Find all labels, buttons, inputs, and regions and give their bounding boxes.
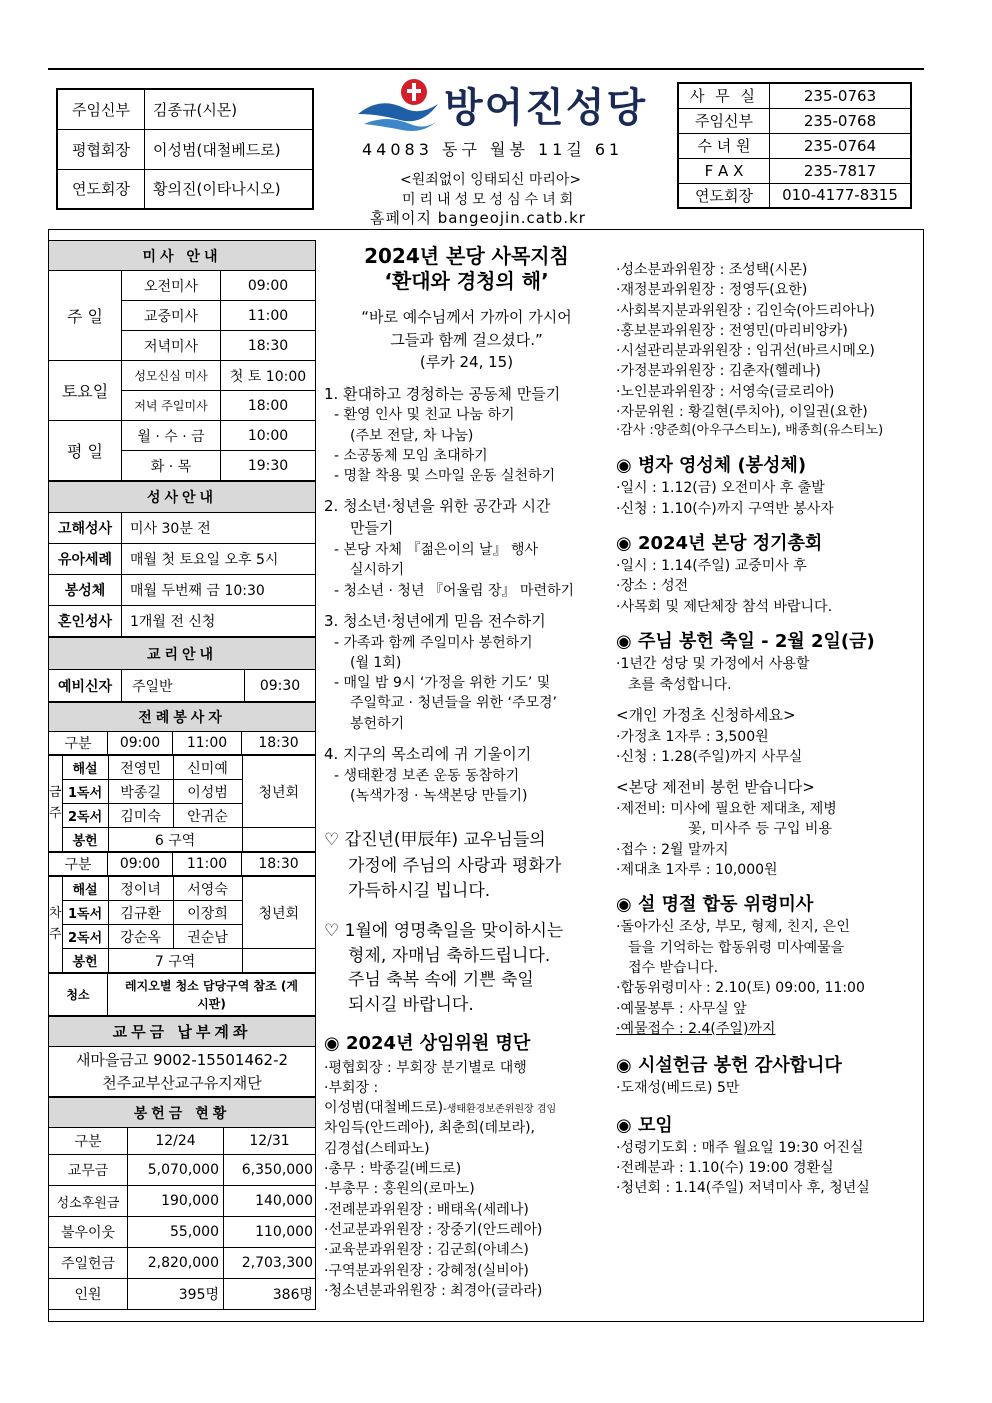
sick-communion-title: ◉ 병자 영성체 (봉성체) [616, 455, 807, 477]
church-address: 44083 동구 월봉 11길 61 [362, 140, 624, 159]
guideline-sub: - 명찰 착용 및 스마일 운동 실천하기 [334, 468, 556, 485]
mass-table [48, 240, 316, 481]
offering-value: 395명 [128, 1279, 224, 1310]
committee-line: ·사회복지분과위원장 : 김인숙(아드리아나) [616, 302, 875, 319]
council-label: 평협회장 [57, 129, 145, 169]
right-column [616, 260, 916, 1199]
servers-col: 18:30 [242, 732, 316, 755]
server-name: 박종길 [108, 780, 173, 804]
sacrament-label: 고해성사 [49, 513, 122, 544]
middle-column [324, 244, 609, 1301]
server-name: 전영민 [108, 756, 173, 780]
server-name: 김미숙 [108, 804, 173, 828]
homepage: 홈페이지 bangeojin.catb.kr [370, 209, 586, 227]
offering-value: 190,000 [128, 1186, 224, 1217]
greeting-line: 되시길 바랍니다. [348, 994, 474, 1015]
memorial-line: ·예물접수 : 2.4(주일)까지 [616, 1020, 776, 1037]
mass-name: 화 · 목 [122, 451, 221, 481]
saturday-label: 토요일 [49, 361, 122, 421]
role-label: 해설 [62, 877, 108, 901]
church-logo [356, 74, 440, 134]
blank-cell [242, 949, 315, 973]
committee-line: ·감사 :양준희(아우구스티노), 배종희(유스티노) [616, 423, 884, 439]
guideline-item: 3. 청소년·청년에게 믿음 전수하기 [324, 611, 546, 630]
guideline-theme: ‘환대와 경청의 해’ [384, 269, 549, 293]
role-label: 1독서 [62, 901, 108, 925]
server-name: 강순옥 [108, 925, 173, 949]
sacrament-title: 성사안내 [49, 482, 316, 513]
servers-week2 [48, 876, 316, 973]
offering-value: 386명 [224, 1279, 316, 1310]
cleaning-label: 청소 [49, 974, 108, 1016]
doctrine-time: 09:30 [245, 670, 316, 702]
mass-title: 미사 안내 [49, 241, 316, 271]
convent-phone: 235-0764 [770, 133, 912, 158]
role-label: 2독서 [62, 804, 108, 828]
candle-personal-line: ·신청 : 1.28(주일)까지 사무실 [616, 748, 803, 765]
sick-communion-line: ·신청 : 1.10(수)까지 구역반 봉사자 [616, 500, 834, 517]
candle-line: 초를 축성합니다. [628, 676, 732, 693]
fax-label: F A X [678, 158, 770, 183]
guideline-item: 만들기 [350, 519, 394, 538]
committee-line: ·시설관리분과위원장 : 임귀선(바르시메오) [616, 343, 875, 360]
servers-col: 11:00 [173, 732, 242, 755]
assembly-title: ◉ 2024년 본당 정기총회 [616, 533, 823, 554]
committee-line: ·청소년분과위원장 : 최경아(글라라) [324, 1282, 543, 1299]
servers-col: 18:30 [242, 853, 316, 876]
assembly-line: ·장소 : 성전 [616, 578, 689, 595]
offering-table [48, 1097, 316, 1310]
greeting-line: 가정에 주님의 사랑과 평화가 [348, 855, 562, 876]
mass-name: 월 · 수 · 금 [122, 421, 221, 451]
pastor-phone-label: 주임신부 [678, 108, 770, 133]
guideline-sub: (주보 전달, 차 나눔) [350, 427, 474, 444]
guideline-sub: (월 1회) [350, 654, 402, 671]
mass-time: 11:00 [221, 301, 316, 331]
doctrine-label: 예비신자 [49, 670, 122, 702]
sacrament-label: 봉성체 [49, 575, 122, 606]
offering-col: 구분 [49, 1128, 128, 1155]
server-name: 안귀순 [173, 804, 242, 828]
facility-title: ◉ 시설헌금 봉헌 감사합니다 [616, 1055, 842, 1077]
sacrament-value: 매월 두번째 금 10:30 [122, 575, 316, 606]
requiem-label: 연도회장 [57, 169, 145, 209]
offering-title: 봉헌금 현황 [49, 1098, 316, 1128]
account-info [49, 1047, 316, 1097]
header-left-table [56, 88, 314, 210]
committee-line: ·부회장 : [324, 1079, 379, 1096]
candle-title: ◉ 주님 봉헌 축일 - 2월 2일(금) [616, 631, 875, 653]
mass-name: 저녁미사 [122, 331, 221, 361]
committee-line: ·자문위원 : 황길현(루치아), 이일권(요한) [616, 404, 868, 421]
vice-president: 이성범(대철베드로) [324, 1100, 444, 1117]
servers-week1 [48, 755, 316, 852]
offering-value: 5,070,000 [128, 1155, 224, 1186]
committee-line: ·노인분과위원장 : 서영숙(글로리아) [616, 383, 835, 400]
memorial-line: ·돌아가신 조상, 부모, 형제, 친지, 은인 [616, 919, 850, 936]
mass-time: 10:00 [221, 421, 316, 451]
account-title: 교무금 납부계좌 [49, 1017, 316, 1047]
guideline-sub: - 소공동체 모임 초대하기 [334, 447, 488, 464]
committee-line: ·교육분과위원장 : 김군희(아녜스) [324, 1242, 529, 1259]
pastor-phone: 235-0768 [770, 108, 912, 133]
guideline-item: 4. 지구의 목소리에 귀 기울이기 [324, 745, 532, 764]
church-name: 방어진성당 [444, 85, 648, 131]
offering-col: 12/24 [128, 1128, 224, 1155]
role-label: 봉헌 [62, 949, 108, 973]
youth-label: 청년회 [242, 877, 315, 949]
guideline-sub: 주일학교 · 청년들을 위한 ‘주모경’ [350, 695, 557, 712]
requiem-phone: 010-4177-8315 [770, 183, 912, 208]
guideline-sub: - 청소년 · 청년 『어울림 장』 마련하기 [334, 582, 575, 599]
quote-line: “바로 예수님께서 가까이 가시어 [361, 308, 572, 326]
servers-col: 09:00 [108, 732, 173, 755]
guideline-sub: (녹색가정 · 녹색본당 만들기) [350, 788, 528, 805]
convent-label: 수 녀 원 [678, 133, 770, 158]
requiem-phone-label: 연도회장 [678, 183, 770, 208]
quote-line: 그들과 함께 걸으셨다.” [390, 330, 543, 349]
mass-name: 성모신심 미사 [122, 361, 221, 391]
role-label: 1독서 [62, 780, 108, 804]
doctrine-table [48, 637, 316, 702]
mass-name: 오전미사 [122, 271, 221, 301]
guideline-sub: 실시하기 [350, 562, 405, 579]
greeting-line: 형제, 자매님 축하드립니다. [348, 945, 551, 966]
offering-value: 2,820,000 [128, 1248, 224, 1279]
sacrament-label: 유아세례 [49, 544, 122, 575]
memorial-line: 접수 받습니다. [628, 959, 719, 976]
memorial-line: ·예물봉투 : 사무실 앞 [616, 1000, 747, 1017]
sisters: 미리내성모성심수녀회 [402, 192, 578, 208]
offering-value: 2,703,300 [224, 1248, 316, 1279]
committee-line: ·성소분과위원장 : 조성택(시몬) [616, 262, 808, 278]
vice-president-note: -생태환경보존위원장 겸임 [443, 1104, 557, 1116]
altar-line: 꽃, 미사주 등 구입 비용 [688, 821, 832, 838]
sacrament-value: 미사 30분 전 [122, 513, 316, 544]
facility-line: ·도재성(베드로) 5만 [616, 1080, 740, 1097]
role-label: 2독서 [62, 925, 108, 949]
server-name: 김규환 [108, 901, 173, 925]
doctrine-value: 주일반 [122, 670, 245, 702]
office-phone: 235-0763 [770, 83, 912, 108]
patron: <원죄없이 잉태되신 마리아> [400, 172, 582, 188]
sick-communion-line: ·일시 : 1.12(금) 오전미사 후 출발 [616, 480, 825, 497]
guideline-item: 1. 환대하고 경청하는 공동체 만들기 [324, 384, 561, 403]
council-value: 이성범(대철베드로) [145, 129, 314, 169]
mass-time: 18:00 [221, 391, 316, 421]
meeting-title: ◉ 모임 [616, 1114, 673, 1136]
youth-label: 청년회 [242, 756, 315, 828]
offering-label: 주일헌금 [49, 1248, 128, 1279]
cleaning-table [48, 973, 316, 1016]
pastor-value: 김종규(시몬) [145, 89, 314, 129]
committee-line: 김경섭(스테파노) [324, 1140, 430, 1157]
servers-col: 09:00 [108, 853, 173, 876]
offer-zone: 6 구역 [108, 828, 242, 852]
doctrine-title: 교리안내 [49, 638, 316, 670]
committee-title: ◉ 2024년 상임위원 명단 [324, 1033, 531, 1055]
server-name: 신미예 [173, 756, 242, 780]
offering-label: 성소후원금 [49, 1186, 128, 1217]
offering-col: 12/31 [224, 1128, 316, 1155]
offering-value: 6,350,000 [224, 1155, 316, 1186]
guideline-item: 2. 청소년·청년을 위한 공간과 시간 [324, 497, 551, 516]
committee-line: ·전례분과위원장 : 배태옥(세레나) [324, 1201, 529, 1218]
committee-line: ·가정분과위원장 : 김춘자(헬레나) [616, 363, 821, 380]
offering-label: 불우이웃 [49, 1217, 128, 1248]
committee-line: ·총무 : 박종길(베드로) [324, 1161, 462, 1178]
memorial-line: ·합동위령미사 : 2.10(토) 09:00, 11:00 [616, 980, 865, 997]
guideline-title: 2024년 본당 사목지침 [364, 244, 569, 268]
memorial-title: ◉ 설 명절 합동 위령미사 [616, 894, 814, 916]
altar-line: ·제대초 1자루 : 10,000원 [616, 861, 778, 878]
account-table [48, 1016, 316, 1097]
sacrament-table [48, 481, 316, 637]
guideline-sub: - 생태환경 보존 운동 동참하기 [334, 767, 520, 784]
mass-time: 09:00 [221, 271, 316, 301]
cleaning-value: 레지오별 청소 담당구역 참조 (게시판) [108, 974, 316, 1016]
mass-time: 첫 토 10:00 [221, 361, 316, 391]
header-right-table [677, 82, 912, 209]
guideline-sub: - 가족과 함께 주일미사 봉헌하기 [334, 634, 533, 651]
meeting-line: ·성령기도회 : 매주 월요일 19:30 어진실 [616, 1139, 864, 1156]
offering-value: 55,000 [128, 1217, 224, 1248]
sacrament-value: 매월 첫 토요일 오후 5시 [122, 544, 316, 575]
offer-zone: 7 구역 [108, 949, 242, 973]
account-number: 새마을금고 9002-15501462-2 [75, 1051, 289, 1069]
altar-line: ·제전비: 미사에 필요한 제대초, 제병 [616, 800, 837, 817]
memorial-line: 들을 기억하는 합동위령 미사예물을 [628, 939, 845, 956]
greeting-line: 주님 축복 속에 기쁜 축일 [348, 970, 534, 991]
top-rule [48, 68, 924, 70]
candle-line: ·1년간 성당 및 가정에서 사용할 [616, 656, 810, 673]
server-name: 이장희 [173, 901, 242, 925]
altar-title: <본당 제전비 봉헌 받습니다> [616, 778, 815, 797]
offering-value: 140,000 [224, 1186, 316, 1217]
requiem-value: 황의진(이타나시오) [145, 169, 314, 209]
committee-line: ·선교분과위원장 : 장중기(안드레아) [324, 1221, 543, 1238]
offering-label: 인원 [49, 1279, 128, 1310]
committee-line: ·홍보분과위원장 : 전영민(마리비앙카) [616, 322, 848, 339]
mass-time: 19:30 [221, 451, 316, 481]
servers-col: 구분 [49, 853, 108, 876]
greeting-line: ♡ 갑진년(甲辰年) 교우님들의 [324, 830, 546, 851]
guideline-sub: - 본당 자체 『젊은이의 날』 행사 [334, 541, 539, 558]
greeting-line: 가득하시길 빕니다. [348, 881, 491, 902]
role-label: 봉헌 [62, 828, 108, 852]
offering-label: 교무금 [49, 1155, 128, 1186]
servers-col: 구분 [49, 732, 108, 755]
offering-value: 110,000 [224, 1217, 316, 1248]
committee-line [324, 1098, 609, 1118]
candle-personal-line: ·가정초 1자루 : 3,500원 [616, 728, 769, 745]
left-column [48, 240, 316, 1310]
pastor-label: 주임신부 [57, 89, 145, 129]
guideline-sub: 봉헌하기 [350, 715, 405, 732]
server-name: 서영숙 [173, 877, 242, 901]
candle-personal-title: <개인 가정초 신청하세요> [616, 705, 796, 724]
sacrament-value: 1개월 전 신청 [122, 606, 316, 637]
blank-cell [242, 828, 315, 852]
office-label: 사 무 실 [678, 83, 770, 108]
week1-label: 금주 [49, 756, 63, 852]
guideline-sub: - 매일 밤 9시 ‘가정을 위한 기도’ 및 [334, 675, 551, 692]
meeting-line: ·청년회 : 1.14(주일) 저녁미사 후, 청년실 [616, 1180, 870, 1197]
committee-line: ·구역분과위원장 : 강혜정(실비아) [324, 1262, 529, 1279]
committee-line: ·평협회장 : 부회장 분기별로 대행 [324, 1059, 527, 1076]
committee-line: 차임득(안드레아), 최춘희(데보라), [324, 1120, 536, 1137]
sacrament-label: 혼인성사 [49, 606, 122, 637]
servers-title: 전례봉사자 [49, 703, 316, 732]
fax-number: 235-7817 [770, 158, 912, 183]
server-name: 이성범 [173, 780, 242, 804]
servers-table [48, 702, 316, 755]
assembly-line: ·사목회 및 제단체장 참석 바랍니다. [616, 598, 833, 615]
week2-label: 차주 [49, 877, 63, 973]
weekday-label: 평 일 [49, 421, 122, 481]
sunday-label: 주 일 [49, 271, 122, 361]
quote-ref: (루카 24, 15) [419, 353, 514, 371]
committee-line: ·재정분과위원장 : 정영두(요한) [616, 282, 808, 299]
meeting-line: ·전례분과 : 1.10(수) 19:00 경환실 [616, 1160, 834, 1177]
committee-line: ·부총무 : 홍원의(로마노) [324, 1181, 475, 1198]
greeting-line: ♡ 1월에 영명축일을 맞이하시는 [324, 920, 564, 941]
mass-time: 18:30 [221, 331, 316, 361]
servers-col: 11:00 [173, 853, 242, 876]
server-name: 권순남 [173, 925, 242, 949]
server-name: 정이녀 [108, 877, 173, 901]
assembly-line: ·일시 : 1.14(주일) 교중미사 후 [616, 558, 807, 575]
account-holder: 천주교부산교구유지재단 [102, 1073, 262, 1092]
servers-cols-2 [48, 852, 316, 876]
mass-name: 저녁 주일미사 [122, 391, 221, 421]
guideline-sub: - 환영 인사 및 친교 나눔 하기 [334, 407, 515, 424]
mass-name: 교중미사 [122, 301, 221, 331]
role-label: 해설 [62, 756, 108, 780]
altar-line: ·접수 : 2월 말까지 [616, 841, 729, 858]
